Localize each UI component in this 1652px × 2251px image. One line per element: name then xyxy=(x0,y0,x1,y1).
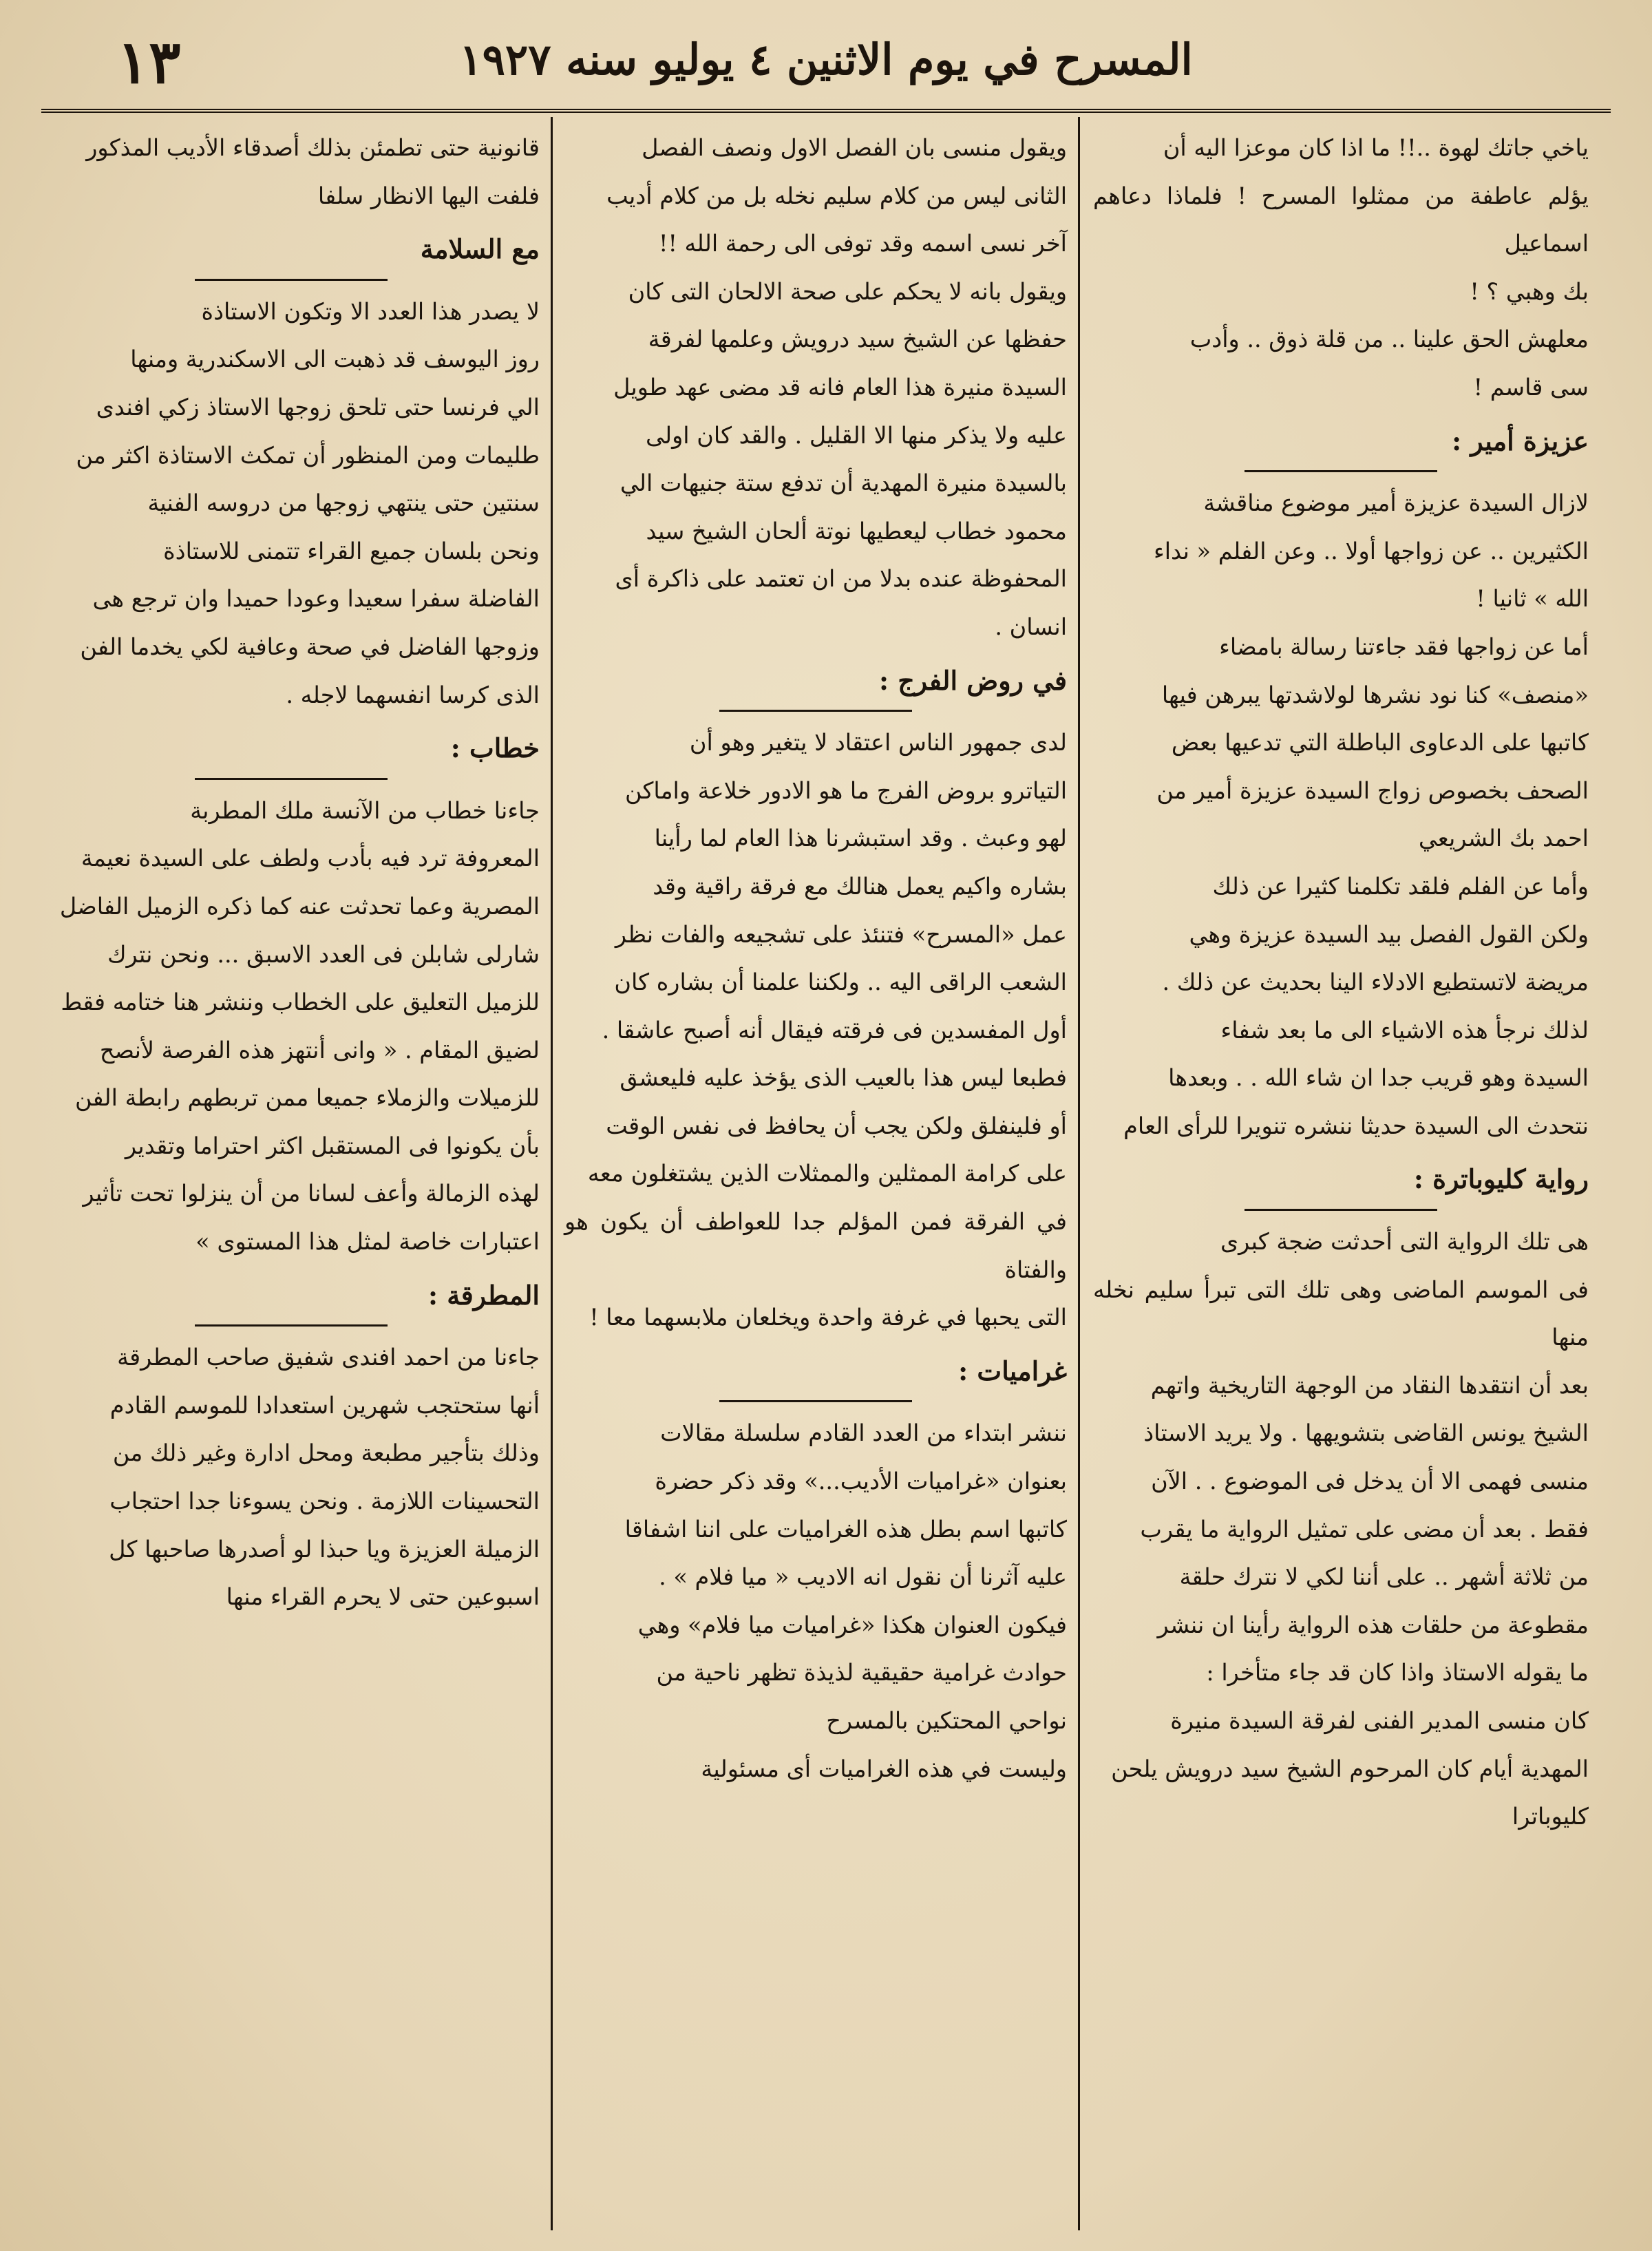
text-line: جاءنا خطاب من الآنسة ملك المطربة xyxy=(190,796,540,824)
text-line: لهذه الزمالة وأعف لسانا من أن ينزلوا تحت تأثير xyxy=(83,1180,540,1207)
text-line: للزميل التعليق على الخطاب وننشر هنا ختامه فقط xyxy=(61,989,540,1016)
text-line: المهدية أيام كان المرحوم الشيخ سيد درويش يلحن xyxy=(1111,1755,1589,1782)
page-header xyxy=(41,28,1611,110)
text-line: للزميلات والزملاء جميعا ممن تربطهم رابطة الفن xyxy=(74,1084,540,1112)
text-line: من ثلاثة أشهر .. على أننا لكي لا نترك حلقة xyxy=(1179,1563,1589,1591)
text-line: عمل «المسرح» فتنئذ على تشجيعه والفات نظر xyxy=(615,920,1067,948)
heading-rule xyxy=(195,778,388,780)
text-line: اسبوعين حتى لا يحرم القراء منها xyxy=(226,1583,540,1611)
text-line: الزميلة العزيزة ويا حبذا لو أصدرها صاحبها كل xyxy=(109,1535,540,1563)
text-line: الشعب الراقى اليه .. ولكننا علمنا أن بشاره كان xyxy=(614,969,1067,996)
text-line: الذى كرسا انفسهما لاجله . xyxy=(286,681,540,708)
text-line: لضيق المقام . « وانى أنتهز هذه الفرصة لأنصح xyxy=(99,1036,540,1064)
heading-rule xyxy=(195,1324,388,1327)
text-line: وأما عن الفلم فلقد تكلمنا كثيرا عن ذلك xyxy=(1212,872,1589,900)
text-line: الشيخ يونس القاضى بتشويهها . ولا يريد الاستاذ xyxy=(1143,1419,1589,1447)
text-line: محمود خطاب ليعطيها نوتة ألحان الشيخ سيد xyxy=(646,517,1067,545)
text-line: لذلك نرجأ هذه الاشياء الى ما بعد شفاء xyxy=(1220,1016,1589,1044)
heading-rule xyxy=(195,279,388,281)
text-line: التى يحبها في غرفة واحدة ويخلعان ملابسهما معا ! xyxy=(589,1304,1067,1331)
text-line: الكثيرين .. عن زواجها أولا .. وعن الفلم « نداء xyxy=(1153,537,1589,564)
text-line: حفظها عن الشيخ سيد درويش وعلمها لفرقة xyxy=(648,326,1067,353)
text-line: ولكن القول الفصل بيد السيدة عزيزة وهي xyxy=(1189,920,1589,948)
text-line: بعنوان «غراميات الأديب...» وقد ذكر حضرة xyxy=(655,1468,1067,1495)
text-line: فلفت اليها الانظار سلفا xyxy=(317,182,540,209)
heading-rule xyxy=(1245,470,1437,472)
text-line: الفاضلة سفرا سعيدا وعودا حميدا وان ترجع هى xyxy=(92,585,540,613)
text-line: كاتبها اسم بطل هذه الغراميات على اننا اشفاقا xyxy=(624,1515,1067,1543)
text-line: احمد بك الشريعي xyxy=(1418,825,1589,852)
column-divider-left xyxy=(551,117,553,2230)
page-number: ١٣ xyxy=(117,28,181,97)
text-line: الي فرنسا حتى تلحق زوجها الاستاذ زكي افندى xyxy=(96,393,540,421)
column-right xyxy=(1093,124,1589,2223)
text-line: قانونية حتى تطمئن بذلك أصدقاء الأديب المذكور xyxy=(86,134,540,161)
text-line: فى الموسم الماضى وهى تلك التى تبرأ سليم نخله منها xyxy=(1093,1276,1589,1351)
text-line: طليمات ومن المنظور أن تمكث الاستاذة اكثر من xyxy=(76,441,540,469)
text-line: المصرية وعما تحدثت عنه كما ذكره الزميل الفاضل xyxy=(59,892,540,920)
text-line: نتحدث الى السيدة حديثا ننشره تنويرا للرأى العام xyxy=(1123,1112,1589,1139)
text-line: وذلك بتأجير مطبعة ومحل ادارة وغير ذلك من xyxy=(112,1439,540,1467)
heading-rule xyxy=(1245,1209,1437,1211)
text-line: لازال السيدة عزيزة أمير موضوع مناقشة xyxy=(1203,489,1589,517)
text-line: لا يصدر هذا العدد الا وتكون الاستاذة xyxy=(201,297,540,325)
text-line: ياخي جاتك لهوة ..!! ما اذا كان موعزا اليه أن xyxy=(1163,134,1589,161)
text-line: اعتبارات خاصة لمثل هذا المستوى » xyxy=(195,1228,540,1256)
text-line: آخر نسى اسمه وقد توفى الى رحمة الله !! xyxy=(658,230,1067,257)
text-line: يؤلم عاطفة من ممثلوا المسرح ! فلماذا دعاهم اسماعيل xyxy=(1093,182,1589,257)
text-line: شارلى شابلن فى العدد الاسبق ... ونحن نترك xyxy=(107,940,540,968)
text-line: سى قاسم ! xyxy=(1473,373,1589,401)
text-line: التحسينات اللازمة . ونحن يسوءنا جدا احتجاب xyxy=(109,1488,540,1515)
text-line: فطبعا ليس هذا بالعيب الذى يؤخذ عليه فليعشق xyxy=(620,1064,1067,1092)
text-line: جاءنا من احمد افندى شفيق صاحب المطرقة xyxy=(117,1344,540,1371)
text-line: على كرامة الممثلين والممثلات الذين يشتغلون معه xyxy=(587,1160,1067,1187)
heading-rule xyxy=(719,710,912,712)
text-line: منسى فهمى الا أن يدخل فى الموضوع . . الآن xyxy=(1151,1468,1589,1495)
text-line: حوادث غرامية حقيقية لذيذة تظهر ناحية من xyxy=(656,1659,1067,1687)
text-line: ونحن بلسان جميع القراء تتمنى للاستاذة xyxy=(163,537,540,564)
header-rule xyxy=(41,109,1611,113)
text-line: المحفوظة عنده بدلا من ان تعتمد على ذاكرة أى xyxy=(615,565,1067,593)
text-line: نواحي المحتكين بالمسرح xyxy=(826,1707,1067,1734)
text-line: عليه آثرنا أن نقول انه الاديب « ميا فلام » . xyxy=(659,1563,1067,1591)
text-line: ما يقوله الاستاذ واذا كان قد جاء متأخرا : xyxy=(1206,1659,1589,1687)
text-line: ننشر ابتداء من العدد القادم سلسلة مقالات xyxy=(660,1419,1067,1447)
section-heading: رواية كليوباترة : xyxy=(1413,1163,1589,1195)
text-line: انسان . xyxy=(995,613,1067,640)
text-line: السيدة وهو قريب جدا ان شاء الله . . وبعدها xyxy=(1168,1064,1589,1092)
text-line: مقطوعة من حلقات هذه الرواية رأينا ان ننشر xyxy=(1157,1611,1589,1638)
text-line: روز اليوسف قد ذهبت الى الاسكندرية ومنها xyxy=(130,346,540,373)
column-left xyxy=(43,124,540,2223)
text-line: أنها ستحتجب شهرين استعدادا للموسم القادم xyxy=(109,1391,540,1419)
text-line: المعروفة ترد فيه بأدب ولطف على السيدة نعيمة xyxy=(81,845,540,872)
text-line: سنتين حتى ينتهي زوجها من دروسه الفنية xyxy=(147,489,540,517)
text-line: السيدة منيرة هذا العام فانه قد مضى عهد طويل xyxy=(613,373,1067,401)
text-line: أول المفسدين فى فرقته فيقال أنه أصبح عاشقا . xyxy=(602,1016,1067,1044)
text-line: أما عن زواجها فقد جاءتنا رسالة بامضاء xyxy=(1219,633,1589,660)
text-line: أو فلينفلق ولكن يجب أن يحافظ فى نفس الوقت xyxy=(606,1112,1067,1139)
text-line: في الفرقة فمن المؤلم جدا للعواطف أن يكون هو والفتاة xyxy=(564,1208,1067,1283)
text-line: عليه ولا يذكر منها الا القليل . والقد كان اولى xyxy=(646,421,1067,449)
text-line: وليست في هذه الغراميات أى مسئولية xyxy=(701,1755,1067,1782)
text-line: كاتبها على الدعاوى الباطلة التي تدعيها بعض xyxy=(1171,729,1589,757)
text-line: فيكون العنوان هكذا «غراميات ميا فلام» وهي xyxy=(637,1611,1067,1638)
masthead-date-line: المسرح في يوم الاثنين ٤ يوليو سنه ١٩٢٧ xyxy=(459,34,1193,85)
text-line: ويقول منسى بان الفصل الاول ونصف الفصل xyxy=(642,134,1067,161)
text-line: الثانى ليس من كلام سليم نخله بل من كلام أديب xyxy=(606,182,1067,209)
section-heading: عزيزة أمير : xyxy=(1452,425,1589,456)
text-line: وزوجها الفاضل في صحة وعافية لكي يخدما الفن xyxy=(80,633,540,660)
text-line: فقط . بعد أن مضى على تمثيل الرواية ما يقرب xyxy=(1140,1515,1589,1543)
text-line: مريضة لاتستطيع الادلاء الينا بحديث عن ذلك . xyxy=(1162,969,1589,996)
text-line: هى تلك الرواية التى أحدثت ضجة كبرى xyxy=(1220,1228,1589,1256)
text-line: لدى جمهور الناس اعتقاد لا يتغير وهو أن xyxy=(689,729,1067,757)
text-line: بأن يكونوا فى المستقبل اكثر احتراما وتقدير xyxy=(125,1132,540,1159)
text-line: معلهش الحق علينا .. من قلة ذوق .. وأدب xyxy=(1189,326,1589,353)
text-line: بعد أن انتقدها النقاد من الوجهة التاريخية واتهم xyxy=(1150,1371,1589,1399)
text-line: الله » ثانيا ! xyxy=(1476,585,1589,613)
text-line: الصحف بخصوص زواج السيدة عزيزة أمير من xyxy=(1156,776,1589,804)
text-line: كان منسى المدير الفنى لفرقة السيدة منيرة xyxy=(1170,1707,1589,1734)
section-heading: في روض الفرج : xyxy=(878,664,1067,696)
text-line: التياترو بروض الفرج ما هو الادور خلاعة واماكن xyxy=(624,776,1067,804)
column-middle xyxy=(564,124,1067,2223)
text-line: «منصف» كنا نود نشرها لولاشدتها يبرهن فيها xyxy=(1161,681,1589,708)
heading-rule xyxy=(719,1400,912,1402)
section-heading: مع السلامة xyxy=(420,233,540,265)
column-divider-right xyxy=(1078,117,1080,2230)
section-heading: خطاب : xyxy=(450,732,540,764)
text-line: بشاره واكيم يعمل هنالك مع فرقة راقية وقد xyxy=(653,872,1067,900)
text-line: ويقول بانه لا يحكم على صحة الالحان التى كان xyxy=(628,277,1067,305)
text-line: بالسيدة منيرة المهدية أن تدفع ستة جنيهات الي xyxy=(620,469,1067,497)
section-heading: المطرقة : xyxy=(427,1279,540,1311)
text-line: كليوباترا xyxy=(1512,1803,1589,1830)
text-line: بك وهبي ؟ ! xyxy=(1470,277,1589,305)
section-heading: غراميات : xyxy=(958,1355,1067,1386)
text-line: لهو وعبث . وقد استبشرنا هذا العام لما رأينا xyxy=(654,825,1067,852)
